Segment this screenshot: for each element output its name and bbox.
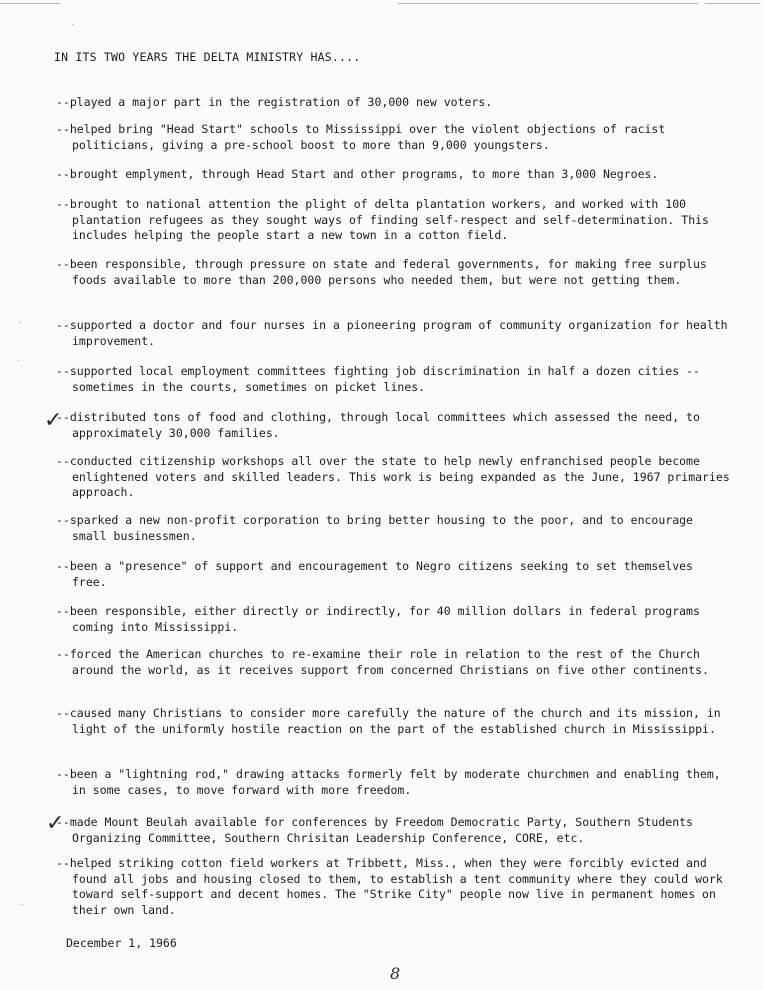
list-item: --been responsible, either directly or indirectly, for 40 million dollars in federal programs coming into Mississippi. [56,604,700,634]
check-mark-icon: ✓ [46,811,65,836]
check-mark-icon: ✓ [44,408,63,433]
list-item: --been a "lightning rod," drawing attacks formerly felt by moderate churchmen and enabling them, in some cases, to move forward with more freedom. [56,767,721,797]
list-item: --forced the American churches to re-examine their role in relation to the rest of the Church around the world, as it receives support from concerned Christians on five other continents. [56,647,709,677]
list-item: --been a "presence" of support and encouragement to Negro citizens seeking to set themselves free. [56,559,693,589]
list-item: --made Mount Beulah available for conferences by Freedom Democratic Party, Southern Students Organizing Committee, Southern Chrisitan Leadership Conference, CORE, etc. [56,815,693,845]
list-item: --been responsible, through pressure on state and federal governments, for making free surplus foods available to more than 200,000 persons who needed them, but were not getting them. [56,257,707,287]
paper-speck: · [16,356,21,365]
list-item: --brought emplyment, through Head Start and other programs, to more than 3,000 Negroes. [56,167,659,181]
list-item: --played a major part in the registration of 30,000 new voters. [56,95,493,109]
list-item: --helped striking cotton field workers at Tribbett, Miss., when they were forcibly evicted and found all jobs and housing closed to them, to establish a tent community where they could work toward self-support and decent homes. The "Strike City" people now live in permanent homes on their own land. [56,856,723,917]
list-item: --conducted citizenship workshops all over the state to help newly enfranchised people become enlightened voters and skilled leaders. This work is being expanded as the June, 1967 primaries approach. [56,454,730,499]
list-item: --caused many Christians to consider more carefully the nature of the church and its mission, in light of the uniformly hostile reaction on the part of the established church in Mississippi. [56,706,721,736]
list-item: --helped bring "Head Start" schools to Mississippi over the violent objections of racist politicians, giving a pre-school boost to more than 9,000 youngsters. [56,122,666,152]
list-item: --sparked a new non-profit corporation to bring better housing to the poor, and to encourage small businessmen. [56,513,693,543]
paper-speck: · [70,20,75,29]
top-rule-middle [398,3,698,4]
top-rule-right [705,3,760,4]
list-item: --supported local employment committees fighting job discrimination in half a dozen cities -- sometimes in the courts, sometimes on picket lines. [56,364,700,394]
list-item: --distributed tons of food and clothing, through local committees which assessed the need, to approximately 30,000 families. [56,410,700,440]
paper-speck: · [20,900,25,909]
handwritten-page-number: 8 [390,964,401,983]
document-heading: IN ITS TWO YEARS THE DELTA MINISTRY HAS.... [54,50,361,64]
paper-speck: · [18,318,23,327]
list-item: --brought to national attention the plight of delta plantation workers, and worked with 100 plantation refugees as they sought ways of finding self-respect and self-determination. This includes helping the people start a new town in a cotton field. [56,197,709,242]
top-rule-left [0,3,60,4]
list-item: --supported a doctor and four nurses in a pioneering program of community organization for health improvement. [56,318,728,348]
document-date: December 1, 1966 [66,936,177,950]
